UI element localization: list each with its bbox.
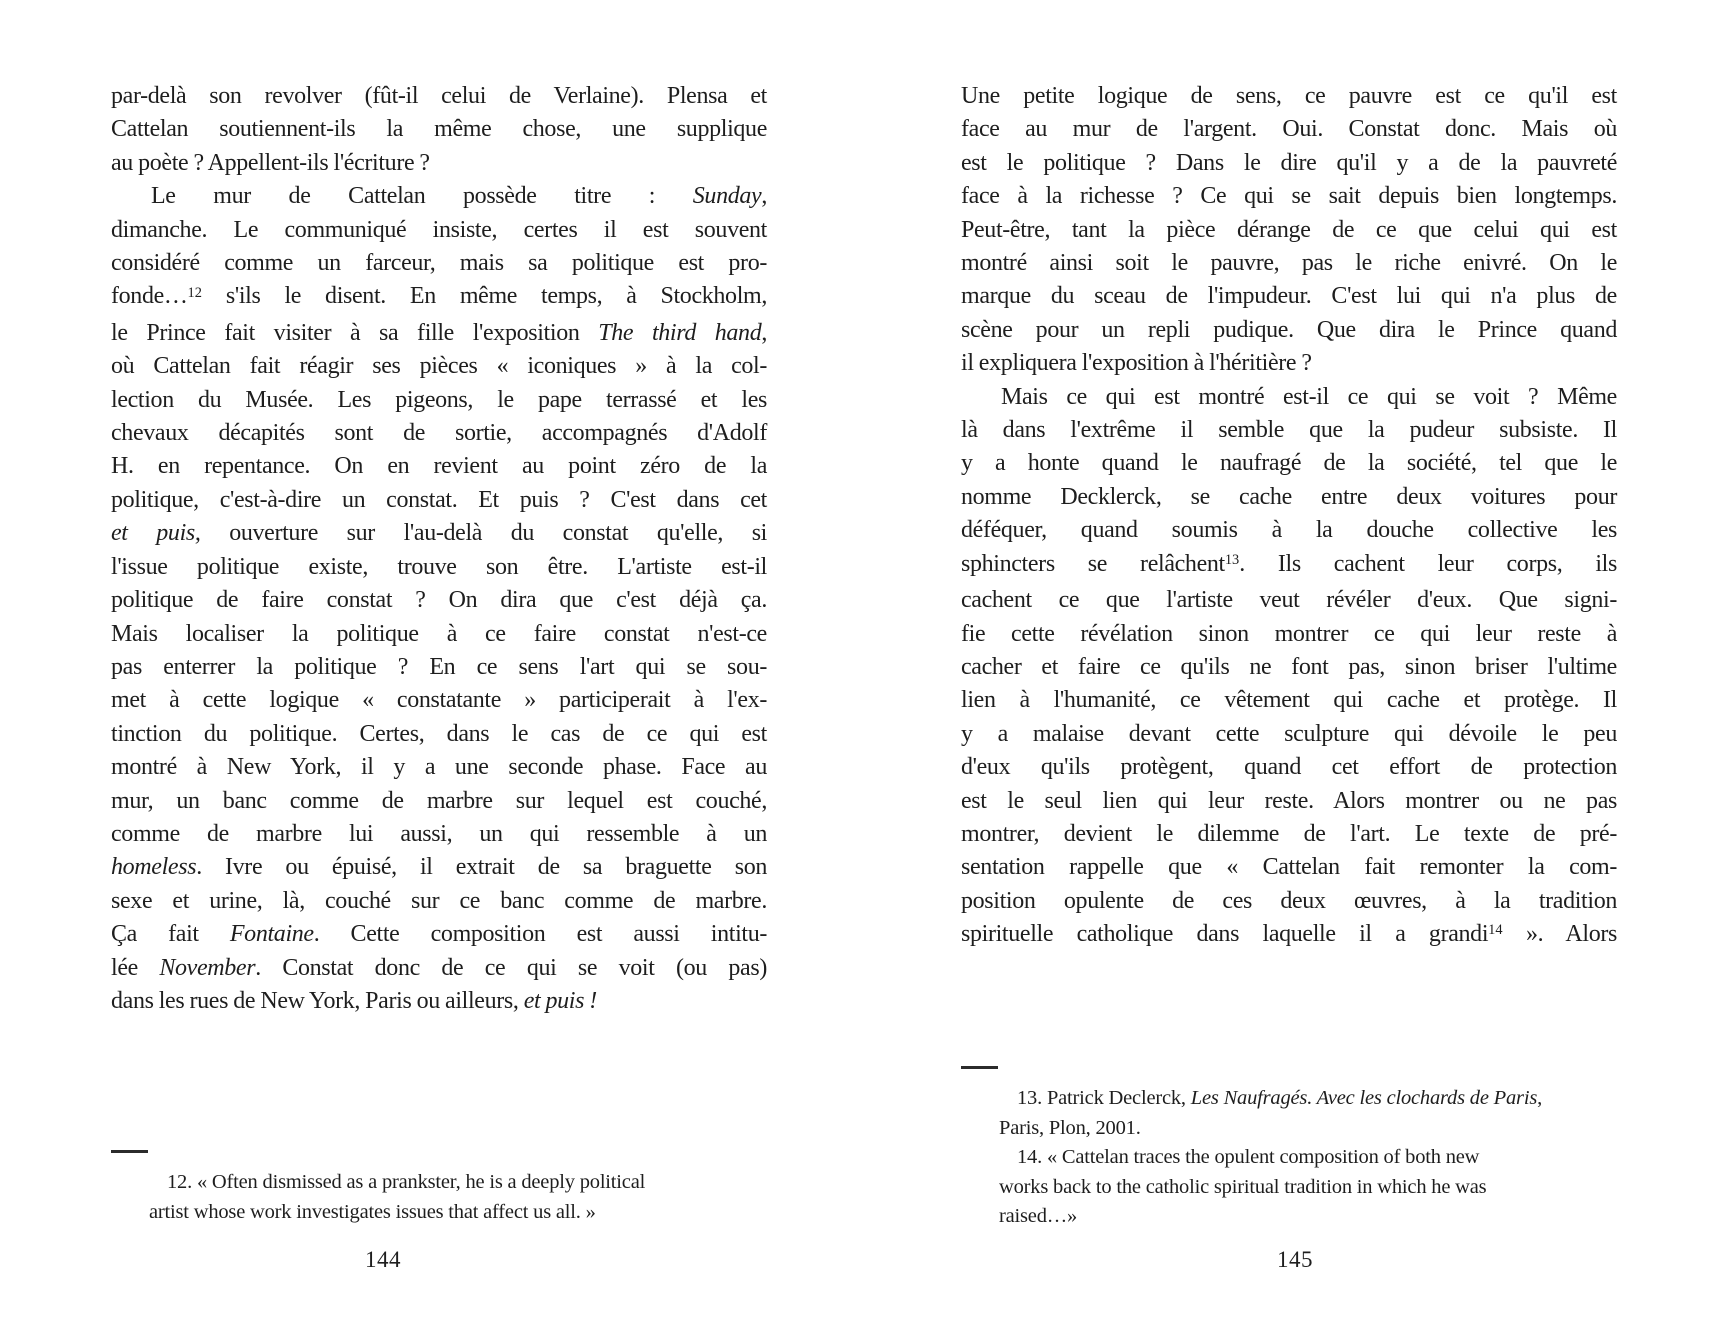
text-segment: Paris, Plon, 2001.: [999, 1116, 1141, 1139]
text-line: [111, 751, 767, 784]
text-segment: y a honte quand le naufragé de la société, tel que le: [961, 450, 1617, 477]
text-segment: dimanche. Le communiqué insiste, certes il est souvent: [111, 216, 767, 243]
text-segment: fonde…: [111, 283, 188, 310]
text-segment: works back to the catholic spiritual tradition in which he was: [999, 1175, 1487, 1198]
text-segment: 14. « Cattelan traces the opulent composition of both new: [1017, 1146, 1480, 1169]
text-segment: lien à l'humanité, ce vêtement qui cache et protège. Il: [961, 687, 1617, 714]
text-segment: chevaux décapités sont de sortie, accompagnés d'Adolf: [111, 420, 767, 447]
text-line: [111, 450, 767, 483]
text-segment: s'ils le disent. En même temps, à Stockholm,: [201, 283, 767, 310]
page-right-number: 145: [1277, 1247, 1313, 1272]
text-line: [961, 180, 1617, 213]
italic-text: The third hand: [598, 319, 762, 346]
text-segment: 13. Patrick Declerck,: [1017, 1087, 1191, 1109]
footnote-reference: 14: [1488, 922, 1503, 939]
text-segment: nomme Decklerck, se cache entre deux voitures pour: [961, 483, 1617, 510]
text-segment: artist whose work investigates issues that affect us all. »: [149, 1200, 596, 1223]
text-line: [961, 414, 1617, 447]
text-line: [999, 1173, 1606, 1203]
text-line: [999, 1114, 1606, 1144]
text-segment: sentation rappelle que « Cattelan fait remonter la com-: [961, 854, 1617, 881]
text-line: [961, 618, 1617, 651]
text-segment: sexe et urine, là, couché sur ce banc comme de marbre.: [111, 887, 767, 914]
page-right-body-text: [961, 80, 1617, 955]
text-segment: est le politique ? Dans le dire qu'il y a de la pauvreté: [961, 149, 1617, 176]
text-segment: il expliquera l'exposition à l'héritière ?: [961, 350, 1312, 377]
text-line: [961, 851, 1617, 884]
text-line: [111, 147, 767, 180]
text-line: [961, 918, 1617, 954]
text-line: [111, 952, 767, 985]
text-line: [111, 247, 767, 280]
italic-text: Les Naufragés. Avec les clochards de Paris: [1190, 1087, 1538, 1109]
text-line: [111, 718, 767, 751]
text-line: [111, 918, 767, 951]
text-line: [999, 1202, 1606, 1232]
text-line: [961, 584, 1617, 617]
text-line: [961, 314, 1617, 347]
text-line: [111, 280, 767, 316]
page-left-number: 144: [365, 1247, 401, 1272]
text-line: [961, 214, 1617, 247]
text-line: [961, 481, 1617, 514]
text-segment: scène pour un repli pudique. Que dira le Prince quand: [961, 316, 1617, 343]
text-line: [961, 447, 1617, 480]
text-segment: l'issue politique existe, trouve son être. L'artiste est-il: [111, 553, 767, 580]
text-segment: position opulente de ces deux œuvres, à la tradition: [961, 887, 1617, 914]
text-segment: Peut-être, tant la pièce dérange de ce que celui qui est: [961, 216, 1617, 243]
text-line: [111, 417, 767, 450]
text-line: [111, 317, 767, 350]
text-line: [111, 618, 767, 651]
text-segment: d'eux qu'ils protègent, quand cet effort de protection: [961, 754, 1617, 781]
text-segment: cacher et faire ce qu'ils ne font pas, sinon briser l'ultime: [961, 653, 1617, 680]
italic-text: Sunday: [692, 183, 762, 210]
footnote-separator-rule: [961, 1066, 998, 1069]
text-line: [961, 818, 1617, 851]
italic-text: et puis !: [523, 987, 597, 1014]
text-segment: face à la richesse ? Ce qui se sait depuis bien longtemps.: [961, 183, 1617, 210]
footnote-reference: 12: [187, 284, 202, 301]
text-line: [111, 851, 767, 884]
text-segment: . Constat donc de ce qui se voit (ou pas): [255, 954, 767, 981]
text-segment: marque du sceau de l'impudeur. C'est lui qui n'a plus de: [961, 283, 1617, 310]
text-line: [111, 180, 767, 213]
text-line: [111, 885, 767, 918]
text-segment: Le mur de Cattelan possède titre :: [151, 183, 693, 210]
footnote-12: [149, 1168, 721, 1227]
text-line: [111, 214, 767, 247]
text-line: [111, 350, 767, 383]
text-segment: politique de faire constat ? On dira que c'est déjà ça.: [111, 587, 767, 614]
text-segment: comme de marbre lui aussi, un qui ressemble à un: [111, 820, 767, 847]
text-line: [999, 1084, 1606, 1114]
text-line: [111, 684, 767, 717]
text-line: [961, 347, 1617, 380]
text-line: [961, 751, 1617, 784]
text-line: [111, 517, 767, 550]
text-segment: Mais localiser la politique à ce faire constat n'est-ce: [111, 620, 767, 647]
italic-text: homeless: [111, 854, 197, 881]
text-line: [999, 1143, 1606, 1173]
text-segment: ,: [1537, 1087, 1543, 1109]
text-segment: met à cette logique « constatante » participerait à l'ex-: [111, 687, 767, 714]
text-line: [961, 514, 1617, 547]
text-segment: est le seul lien qui leur reste. Alors montrer ou ne pas: [961, 787, 1617, 814]
text-segment: montrer, devient le dilemme de l'art. Le texte de pré-: [961, 820, 1617, 847]
text-segment: pas enterrer la politique ? En ce sens l'art qui se sou-: [111, 653, 767, 680]
text-segment: le Prince fait visiter à sa fille l'exposition: [111, 319, 599, 346]
footnote-13-14: [999, 1084, 1606, 1232]
text-segment: ». Alors: [1502, 921, 1617, 948]
text-line: [961, 548, 1617, 584]
text-segment: lection du Musée. Les pigeons, le pape terrassé et les: [111, 386, 767, 413]
text-line: [111, 113, 767, 146]
page-left-body-text: [111, 80, 767, 1018]
text-line: [961, 885, 1617, 918]
text-segment: y a malaise devant cette sculpture qui dévoile le peu: [961, 720, 1617, 747]
text-line: [149, 1198, 721, 1228]
text-segment: là dans l'extrême il semble que la pudeur subsiste. Il: [961, 417, 1617, 444]
text-line: [111, 785, 767, 818]
text-segment: mur, un banc comme de marbre sur lequel est couché,: [111, 787, 767, 814]
text-line: [961, 381, 1617, 414]
text-segment: déféquer, quand soumis à la douche collective les: [961, 517, 1617, 544]
text-segment: où Cattelan fait réagir ses pièces « iconiques » à la col-: [111, 353, 767, 380]
text-segment: Mais ce qui est montré est-il ce qui se voit ? Même: [1001, 383, 1617, 410]
text-line: [961, 147, 1617, 180]
text-segment: . Ivre ou épuisé, il extrait de sa braguette son: [196, 854, 767, 881]
text-segment: ,: [761, 319, 767, 346]
text-segment: face au mur de l'argent. Oui. Constat donc. Mais où: [961, 116, 1617, 143]
text-line: [961, 684, 1617, 717]
text-segment: politique, c'est-à-dire un constat. Et puis ? C'est dans cet: [111, 486, 767, 513]
text-line: [961, 785, 1617, 818]
text-line: [961, 80, 1617, 113]
text-segment: cachent ce que l'artiste veut révéler d'eux. Que signi-: [961, 587, 1617, 614]
italic-text: Fontaine: [229, 921, 314, 948]
text-segment: . Cette composition est aussi intitu-: [313, 921, 767, 948]
text-line: [961, 113, 1617, 146]
text-line: [111, 384, 767, 417]
text-line: [111, 985, 767, 1018]
italic-text: November: [159, 954, 256, 981]
text-segment: lée: [111, 954, 160, 981]
text-segment: dans les rues de New York, Paris ou ailleurs,: [111, 987, 524, 1014]
text-line: [111, 80, 767, 113]
text-segment: ,: [761, 183, 767, 210]
text-segment: tinction du politique. Certes, dans le cas de ce qui est: [111, 720, 767, 747]
text-segment: Une petite logique de sens, ce pauvre est ce qu'il est: [961, 83, 1617, 109]
italic-text: et puis,: [111, 520, 201, 547]
page-left-footnotes: [111, 1150, 721, 1227]
page-right-footnotes: [961, 1066, 1606, 1232]
text-segment: Cattelan soutiennent-ils la même chose, une supplique: [111, 116, 767, 143]
text-line: [111, 551, 767, 584]
text-segment: raised…»: [999, 1205, 1078, 1228]
text-line: [961, 718, 1617, 751]
text-line: [961, 280, 1617, 313]
text-segment: au poète ? Appellent-ils l'écriture ?: [111, 149, 430, 176]
text-segment: montré à New York, il y a une seconde phase. Face au: [111, 754, 767, 781]
footnote-separator-rule: [111, 1150, 148, 1153]
text-segment: . Ils cachent leur corps, ils: [1239, 550, 1617, 577]
text-segment: par-delà son revolver (fût-il celui de Verlaine). Plensa et: [111, 83, 767, 109]
text-line: [961, 247, 1617, 280]
text-line: [111, 651, 767, 684]
text-line: [111, 818, 767, 851]
text-line: [149, 1168, 721, 1198]
text-segment: ouverture sur l'au-delà du constat qu'elle, si: [200, 520, 768, 547]
text-segment: H. en repentance. On en revient au point zéro de la: [111, 453, 767, 480]
text-segment: considéré comme un farceur, mais sa politique est pro-: [111, 250, 767, 277]
text-line: [111, 584, 767, 617]
text-segment: sphincters se relâchent: [961, 550, 1225, 577]
text-segment: 12. « Often dismissed as a prankster, he is a deeply political: [167, 1171, 646, 1193]
text-line: [111, 484, 767, 517]
text-segment: Ça fait: [111, 921, 230, 948]
text-segment: spirituelle catholique dans laquelle il a grandi: [961, 921, 1489, 948]
footnote-reference: 13: [1224, 551, 1240, 568]
text-segment: montré ainsi soit le pauvre, pas le riche enivré. On le: [961, 250, 1617, 277]
text-line: [961, 651, 1617, 684]
text-segment: fie cette révélation sinon montrer ce qui leur reste à: [961, 620, 1617, 647]
